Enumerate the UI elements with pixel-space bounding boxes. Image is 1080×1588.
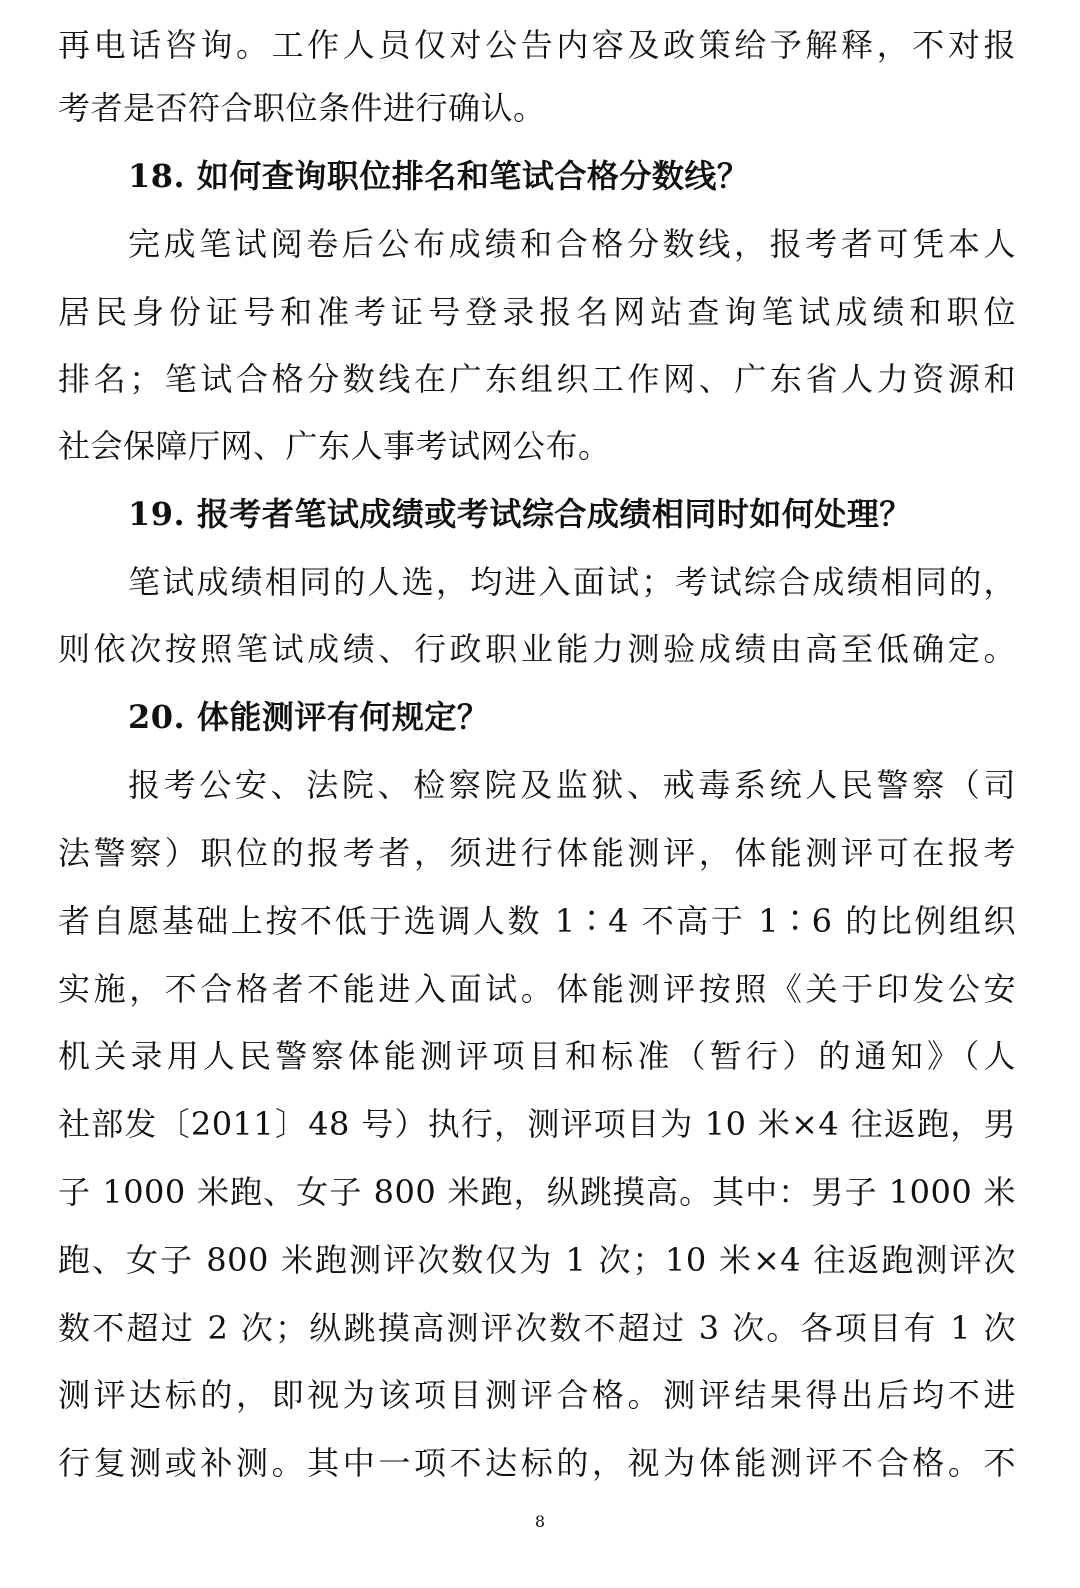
question-18-heading: 18. 如何查询职位排名和笔试合格分数线？ [128, 157, 750, 195]
body-text-line: 测评达标的，即视为该项目测评合格。测评结果得出后均不进 [58, 1376, 1016, 1414]
body-text-line: 数不超过 2 次；纵跳摸高测评次数不超过 3 次。各项目有 1 次 [58, 1309, 1016, 1347]
body-text-line: 机关录用人民警察体能测评项目和标准（暂行）的通知》（人 [58, 1037, 1016, 1075]
body-text-line: 者自愿基础上按不低于选调人数 1∶4 不高于 1∶6 的比例组织 [58, 902, 1016, 940]
body-text-line: 报考公安、法院、检察院及监狱、戒毒系统人民警察（司 [128, 766, 1016, 804]
body-text-line: 行复测或补测。其中一项不达标的，视为体能测评不合格。不 [58, 1444, 1016, 1482]
body-text-line: 实施，不合格者不能进入面试。体能测评按照《关于印发公安 [58, 970, 1016, 1008]
body-text-line: 跑、女子 800 米跑测评次数仅为 1 次；10 米×4 往返跑测评次 [58, 1241, 1016, 1279]
body-text-line: 完成笔试阅卷后公布成绩和合格分数线，报考者可凭本人 [128, 225, 1016, 263]
body-text-line: 社会保障厅网、广东人事考试网公布。 [58, 427, 611, 465]
body-text-line: 社部发〔2011〕48 号）执行，测评项目为 10 米×4 往返跑，男 [58, 1105, 1016, 1143]
body-text-line: 笔试成绩相同的人选，均进入面试；考试综合成绩相同的， [128, 563, 1016, 601]
body-text-line: 则依次按照笔试成绩、行政职业能力测验成绩由高至低确定。 [58, 630, 1016, 668]
question-20-heading: 20. 体能测评有何规定？ [128, 698, 490, 736]
body-text-line: 居民身份证号和准考证号登录报名网站查询笔试成绩和职位 [58, 293, 1016, 331]
body-text-line: 再电话咨询。工作人员仅对公告内容及政策给予解释，不对报 [58, 26, 1016, 64]
body-text-line: 子 1000 米跑、女子 800 米跑，纵跳摸高。其中：男子 1000 米 [58, 1173, 1016, 1211]
body-text-line: 排名；笔试合格分数线在广东组织工作网、广东省人力资源和 [58, 360, 1016, 398]
body-text-line: 考者是否符合职位条件进行确认。 [58, 89, 546, 127]
body-text-line: 法警察）职位的报考者，须进行体能测评，体能测评可在报考 [58, 834, 1016, 872]
page-number: 8 [534, 1512, 546, 1531]
question-19-heading: 19. 报考者笔试成绩或考试综合成绩相同时如何处理？ [128, 495, 912, 533]
